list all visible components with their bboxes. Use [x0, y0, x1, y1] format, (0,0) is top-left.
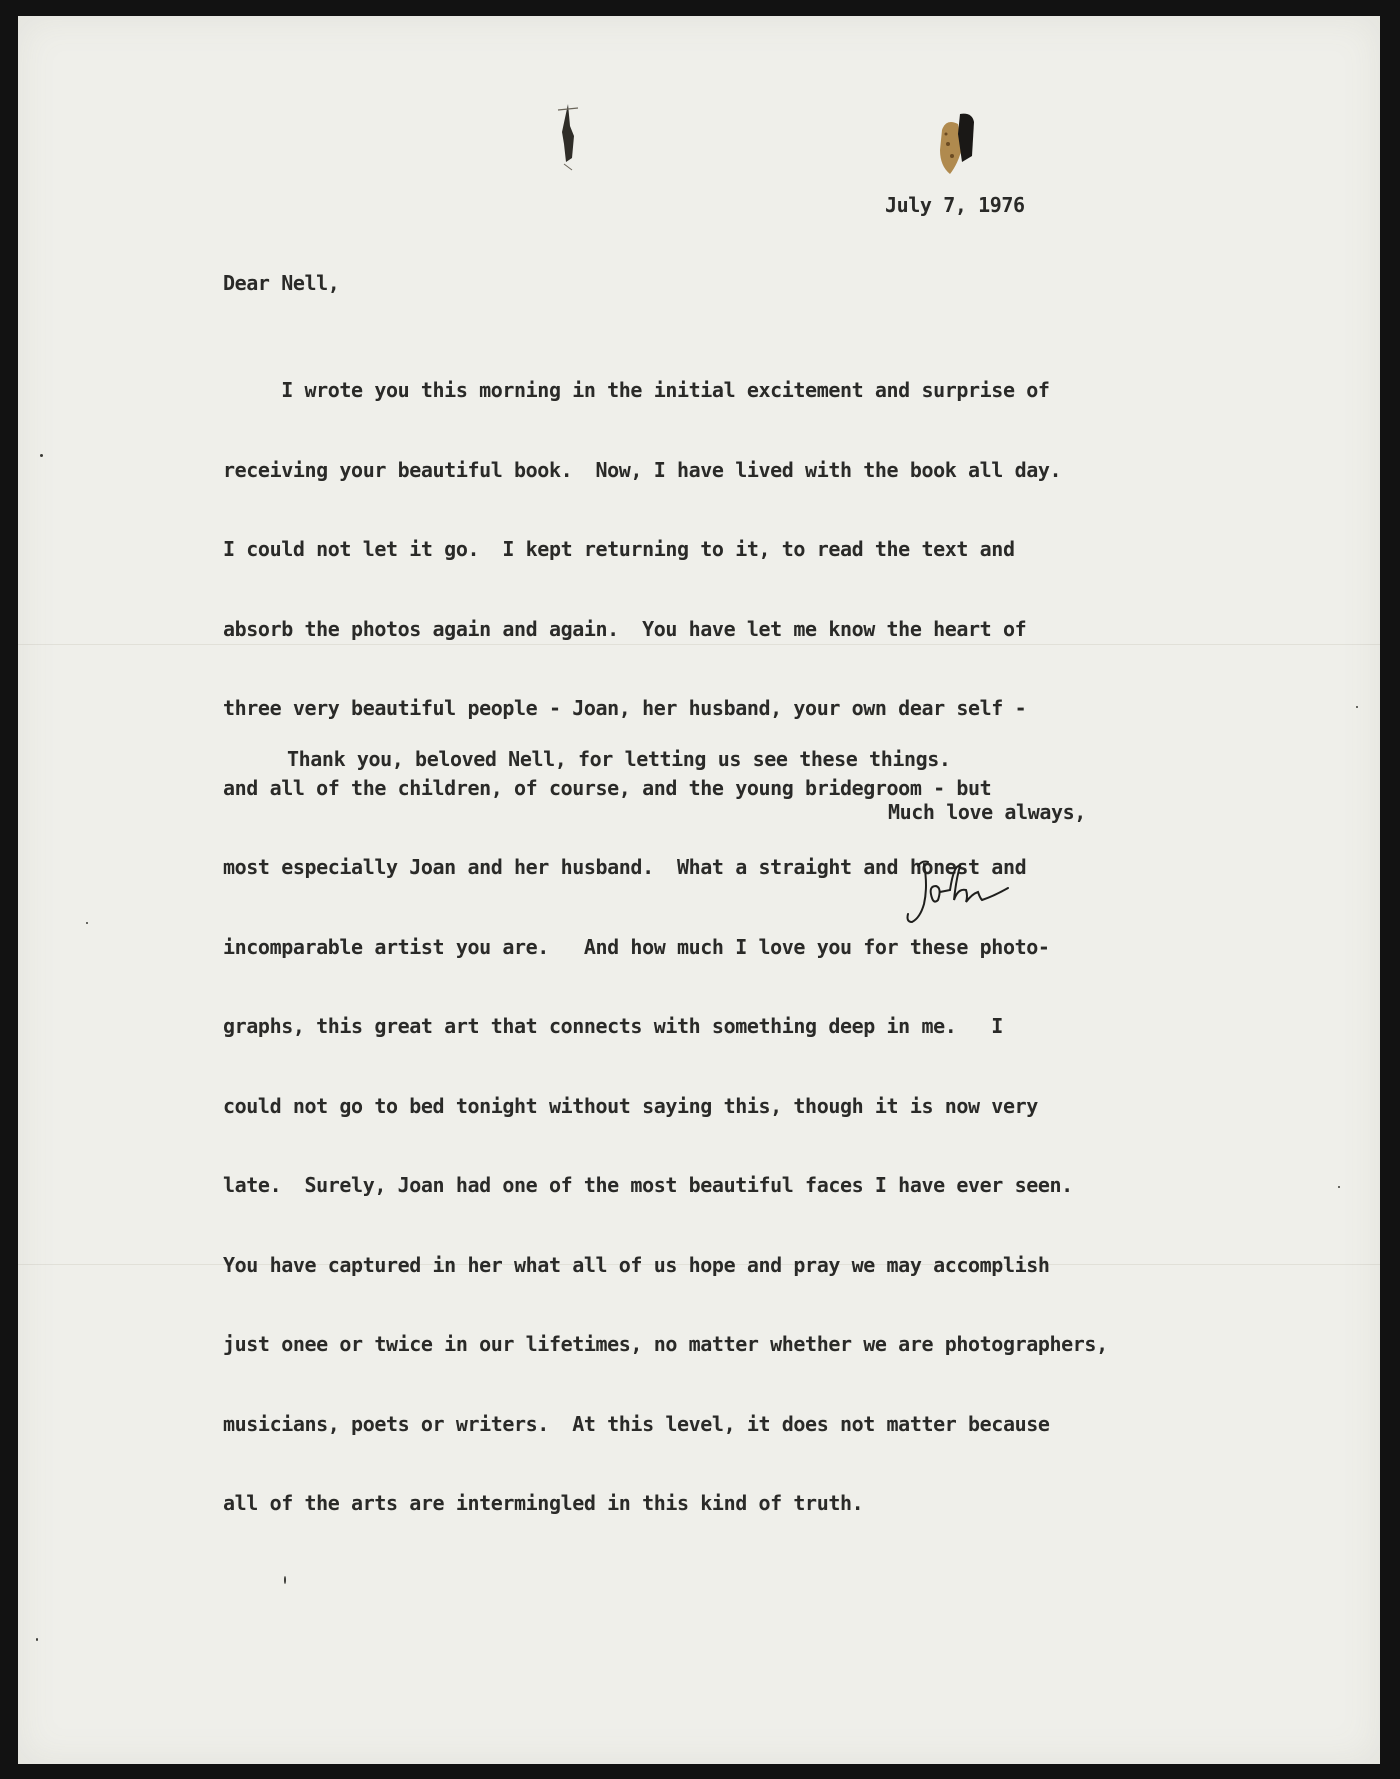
body-line: I wrote you this morning in the initial excitement and surprise of [223, 378, 1050, 402]
letter-thanks: Thank you, beloved Nell, for letting us see these things. [287, 747, 951, 771]
staple-hole-right [928, 104, 988, 184]
letter-salutation: Dear Nell, [223, 271, 340, 295]
body-line: receiving your beautiful book. Now, I have lived with the book all day. [223, 457, 1062, 482]
body-line: absorb the photos again and again. You have let me know the heart of [223, 616, 1027, 641]
body-line: could not go to bed tonight without saying this, though it is now very [223, 1093, 1038, 1118]
body-line: most especially Joan and her husband. What a straight and honest and [223, 855, 1027, 879]
letter-body [223, 324, 1108, 1570]
letter-page [18, 16, 1380, 1764]
body-line: musicians, poets or writers. At this level, it does not matter because [223, 1411, 1050, 1436]
letter-date: July 7, 1976 [885, 193, 1025, 217]
letter-closing: Much love always, [888, 800, 1086, 824]
paper-speck [1338, 1186, 1340, 1188]
body-line: You have captured in her what all of us hope and pray we may accomplish [223, 1252, 1050, 1277]
body-line: just onee or twice in our lifetimes, no matter whether we are photographers, [223, 1332, 1108, 1356]
body-line: incomparable artist you are. And how much I love you for these photo- [223, 934, 1050, 959]
body-line: graphs, this great art that connects with something deep in me. I [223, 1014, 1003, 1038]
body-line: all of the arts are intermingled in this kind of truth. [223, 1491, 864, 1515]
paper-speck [284, 1576, 286, 1584]
body-line: I could not let it go. I kept returning to it, to read the text and [223, 537, 1015, 561]
handwritten-signature [898, 856, 1018, 926]
staple-hole-left [548, 96, 588, 176]
paper-speck [40, 454, 43, 457]
body-line: three very beautiful people - Joan, her husband, your own dear self - [223, 696, 1027, 720]
paper-speck [86, 922, 88, 924]
body-line: and all of the children, of course, and the young bridegroom - but [223, 775, 992, 800]
paper-speck [36, 1638, 38, 1641]
body-line: late. Surely, Joan had one of the most beautiful faces I have ever seen. [223, 1173, 1073, 1197]
paper-speck [1356, 706, 1358, 708]
